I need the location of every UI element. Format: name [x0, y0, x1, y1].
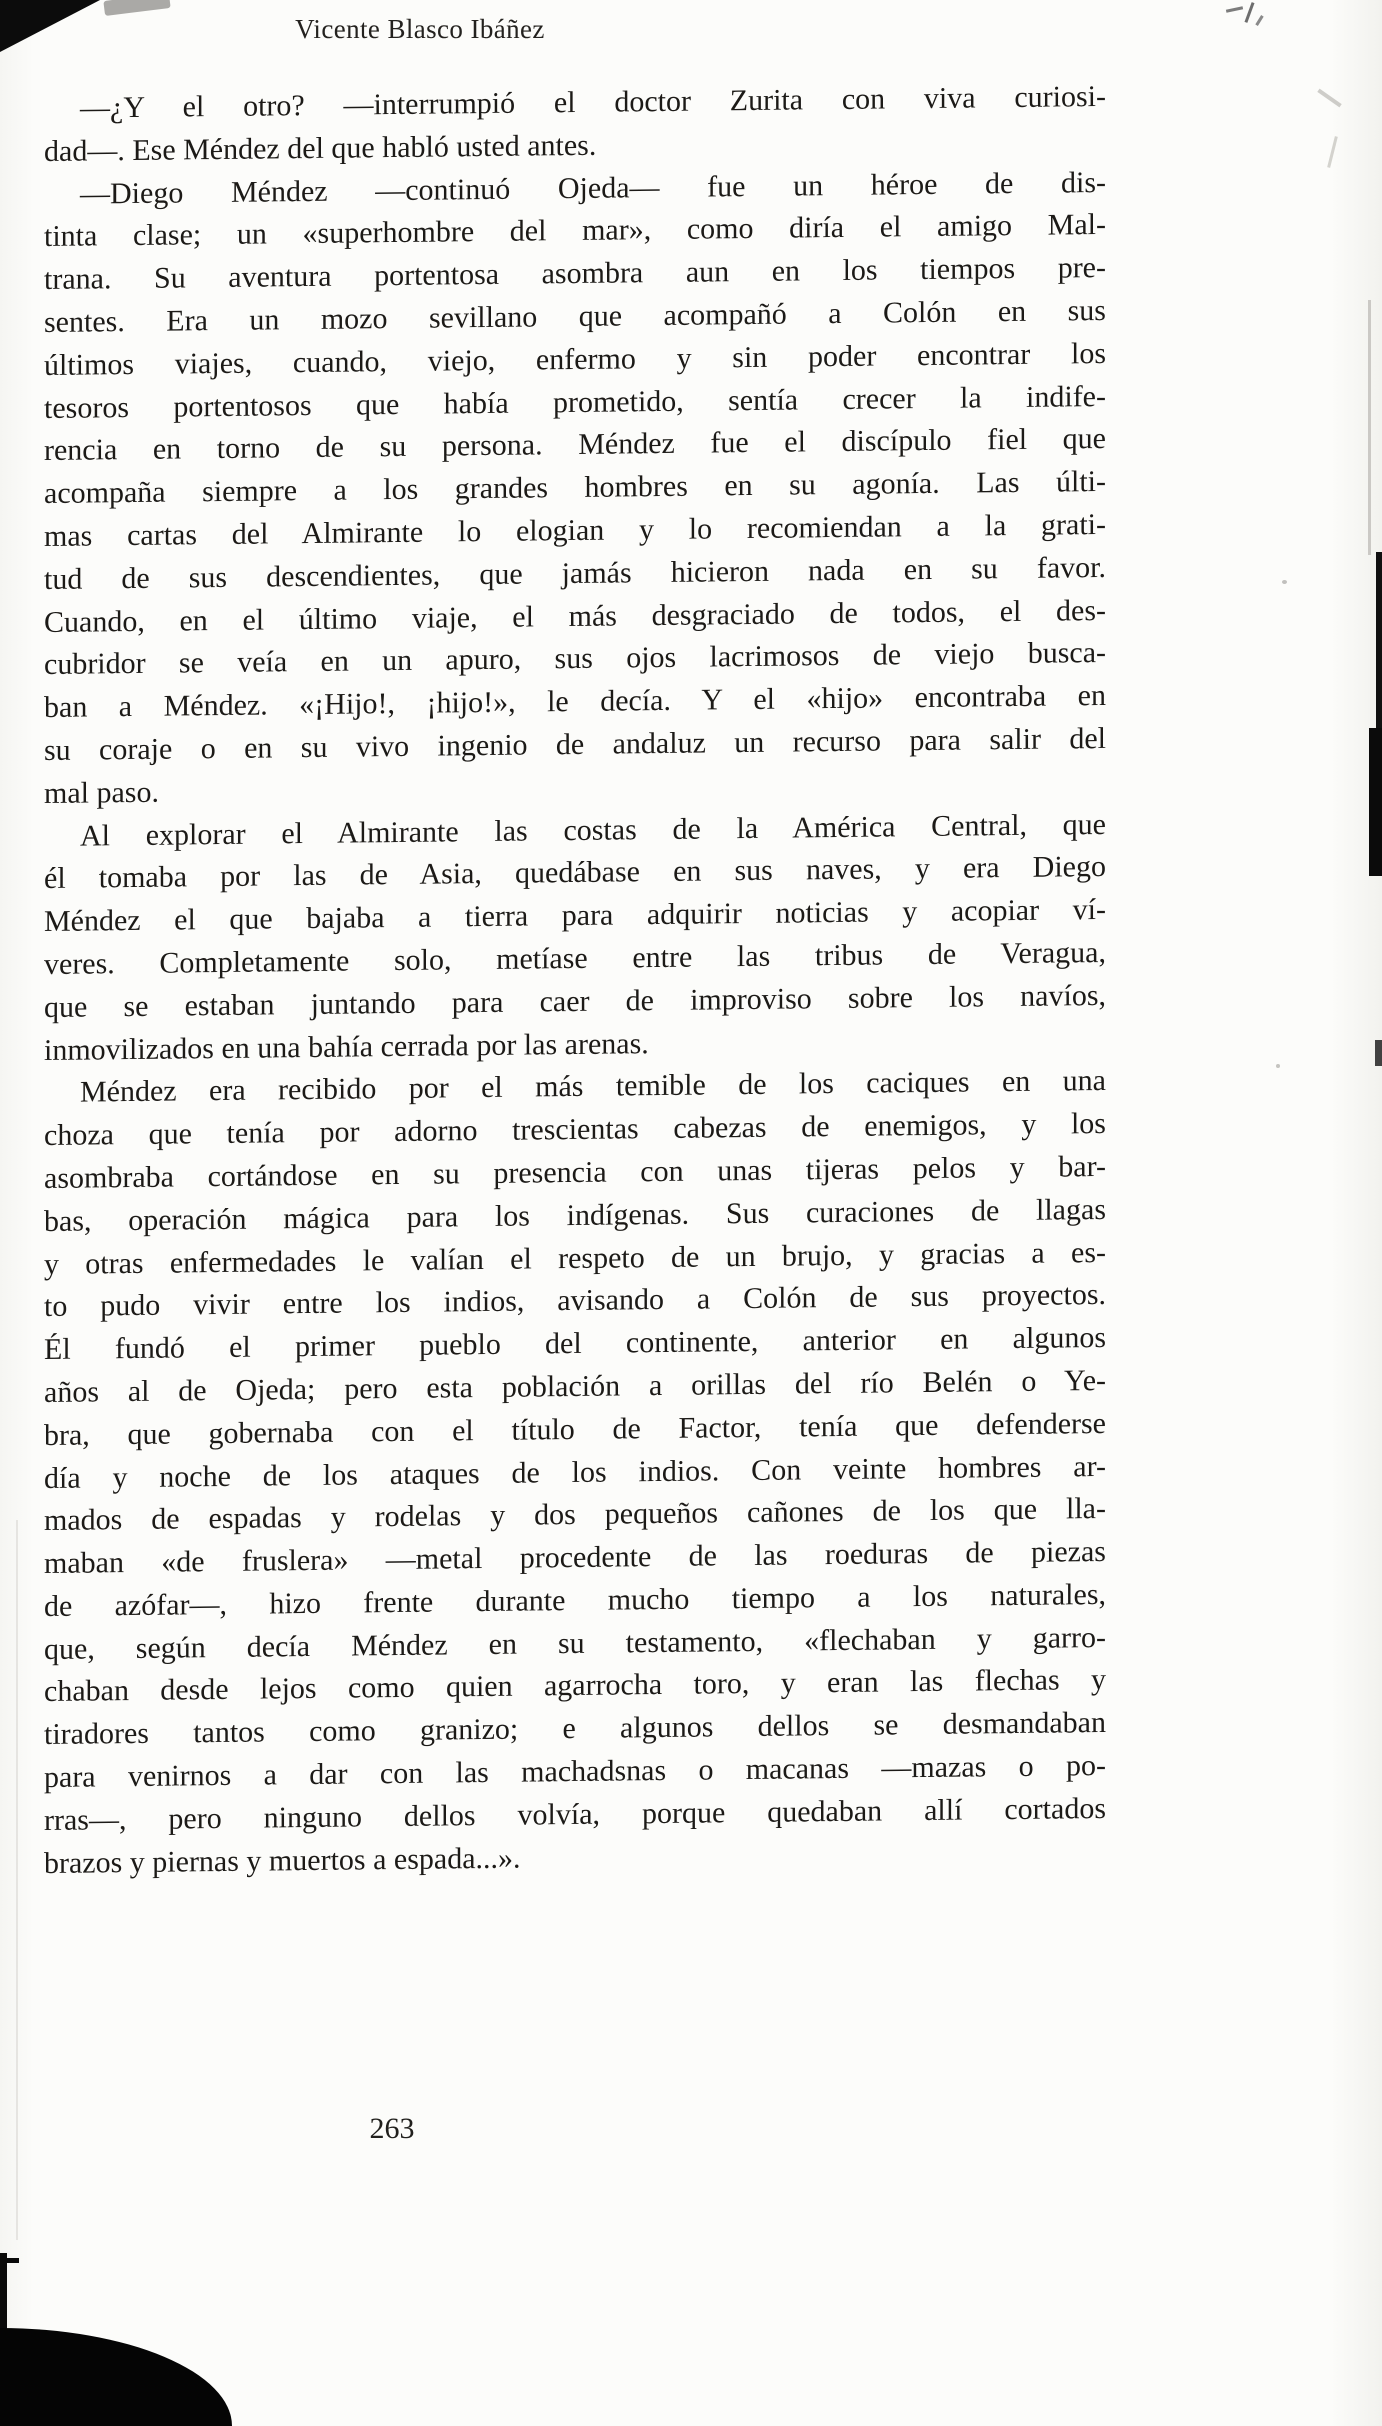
text-line: su coraje o en su vivo ingenio de andaluz un recurso para salir del	[44, 721, 1106, 767]
text-line: tesoros portentosos que había prometido, sentía crecer la indife-	[44, 379, 1106, 425]
scan-speck	[1282, 580, 1287, 584]
text-line: acompaña siempre a los grandes hombres en su agonía. Las últi-	[44, 465, 1106, 511]
text-block	[44, 76, 1106, 1886]
text-line: que se estaban juntando para caer de improviso sobre los navíos,	[44, 978, 1106, 1024]
scan-smudge-right-margin	[1317, 89, 1341, 108]
text-line: rencia en torno de su persona. Méndez fue el discípulo fiel que	[44, 422, 1106, 468]
text-line: día y noche de los ataques de los indios. Con veinte hombres ar-	[44, 1449, 1106, 1495]
text-line: Cuando, en el último viaje, el más desgraciado de todos, el des-	[44, 593, 1106, 639]
text-line: veres. Completamente solo, metíase entre las tribus de Veragua,	[44, 935, 1106, 981]
text-line: y otras enfermedades le valían el respeto de un brujo, y gracias a es-	[44, 1235, 1106, 1281]
scan-blob-bottom-left	[0, 2328, 232, 2426]
text-line: Méndez era recibido por el más temible de los caciques en una	[80, 1064, 1106, 1109]
text-line: últimos viajes, cuando, viejo, enfermo y sin poder encontrar los	[44, 336, 1106, 382]
scan-mark-top-right	[1226, 6, 1243, 12]
text-line: brazos y piernas y muertos a espada...».	[44, 1841, 521, 1880]
text-line: sentes. Era un mozo sevillano que acompañó a Colón en sus	[44, 293, 1106, 339]
text-line: él tomaba por las de Asia, quedábase en sus naves, y era Diego	[44, 850, 1106, 896]
text-line: tiradores tantos como granizo; e algunos dellos se desmandaban	[44, 1706, 1106, 1752]
scan-streak-right-edge	[1368, 300, 1371, 555]
text-line: años al de Ojeda; pero esta población a orillas del río Belén o Ye-	[44, 1363, 1106, 1409]
text-line: to pudo vivir entre los indios, avisando a Colón de sus proyectos.	[44, 1278, 1106, 1324]
text-line: bas, operación mágica para los indígenas. Sus curaciones de llagas	[44, 1192, 1106, 1238]
text-line: tud de sus descendientes, que jamás hicieron nada en su favor.	[44, 550, 1106, 596]
text-line: choza que tenía por adorno trescientas cabezas de enemigos, y los	[44, 1107, 1106, 1153]
text-line: trana. Su aventura portentosa asombra aun en los tiempos pre-	[44, 251, 1106, 297]
scan-smudge-right-margin	[1327, 136, 1338, 168]
text-line: Méndez el que bajaba a tierra para adquirir noticias y acopiar ví-	[44, 893, 1106, 939]
text-line: mal paso.	[44, 775, 159, 810]
text-line: para venirnos a dar con las machadsnas o macanas —mazas o po-	[44, 1749, 1106, 1795]
text-line: ban a Méndez. «¡Hijo!, ¡hijo!», le decía. Y el «hijo» encontraba en	[44, 679, 1106, 725]
text-line: bra, que gobernaba con el título de Factor, tenía que defenderse	[44, 1406, 1106, 1452]
text-line: asombraba cortándose en su presencia con unas tijeras pelos y bar-	[44, 1149, 1106, 1195]
text-line: inmovilizados en una bahía cerrada por las arenas.	[44, 1026, 649, 1067]
scan-shade-left	[16, 1520, 18, 2240]
text-line: mas cartas del Almirante lo elogian y lo recomiendan a la grati-	[44, 507, 1106, 553]
scan-tick-left-edge	[0, 2258, 19, 2263]
scan-strip-right-edge	[1375, 1040, 1382, 1066]
scan-speck	[1276, 1064, 1280, 1068]
text-line: —Diego Méndez —continuó Ojeda— fue un héroe de dis-	[80, 165, 1106, 211]
text-line: que, según decía Méndez en su testamento, «flechaban y garro-	[44, 1620, 1106, 1666]
text-line: Él fundó el primer pueblo del continente, anterior en algunos	[44, 1321, 1106, 1367]
scan-strip-right-edge	[1369, 728, 1382, 876]
scan-strip-right-edge	[1376, 552, 1382, 730]
text-line: chaban desde lejos como quien agarrocha toro, y eran las flechas y	[44, 1663, 1106, 1709]
text-line: cubridor se veía en un apuro, sus ojos lacrimosos de viejo busca-	[44, 636, 1106, 682]
text-line: rras—, pero ninguno dellos volvía, porque quedaban allí cortados	[44, 1791, 1106, 1837]
text-line: dad—. Ese Méndez del que habló usted antes.	[44, 128, 597, 168]
running-head: Vicente Blasco Ibáñez	[295, 14, 545, 44]
text-line: mados de espadas y rodelas y dos pequeños cañones de los que lla-	[44, 1492, 1106, 1538]
text-line: maban «de fruslera» —metal procedente de las roeduras de piezas	[44, 1535, 1106, 1581]
page-number: 263	[369, 2112, 415, 2145]
text-line: —¿Y el otro? —interrumpió el doctor Zurita con viva curiosi-	[80, 79, 1106, 125]
text-line: Al explorar el Almirante las costas de la América Central, que	[80, 807, 1106, 853]
text-line: de azófar—, hizo frente durante mucho tiempo a los naturales,	[44, 1577, 1106, 1623]
text-line: tinta clase; un «superhombre del mar», como diría el amigo Mal-	[44, 208, 1106, 254]
scan-mark-top-right	[1244, 2, 1254, 23]
scan-mark-top-right	[1255, 15, 1263, 26]
